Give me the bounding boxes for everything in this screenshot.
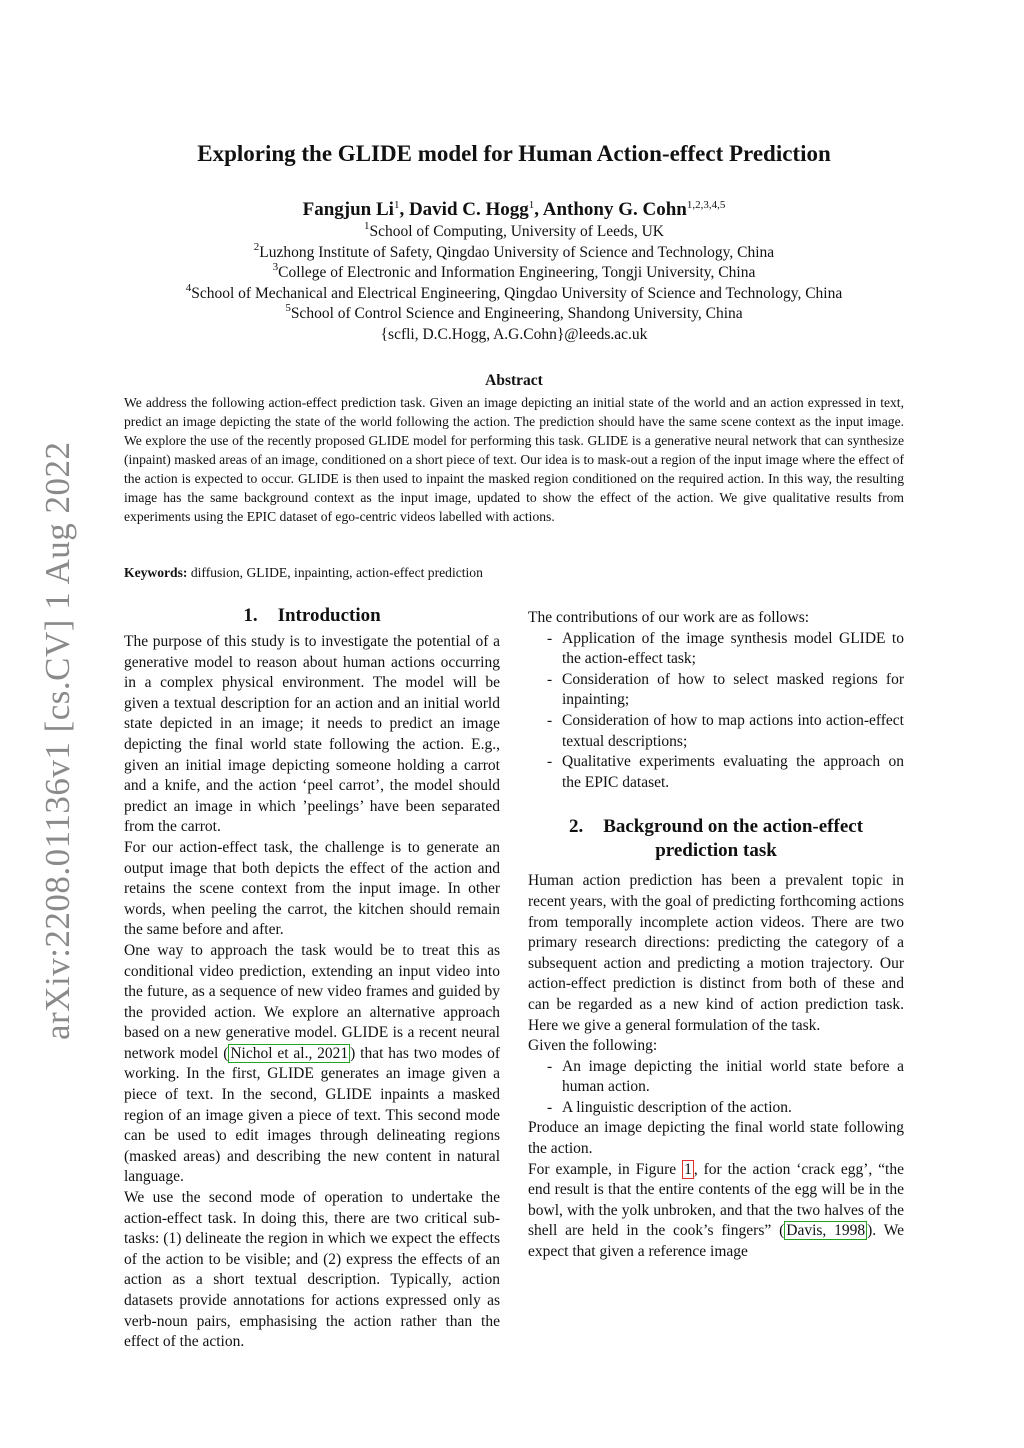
affiliation: $^1$School of Computing, University of Leeds, UK xyxy=(364,220,664,240)
right-column xyxy=(528,608,904,1263)
affiliation: $^2$Luzhong Institute of Safety, Qingdao University of Science and Technology, China xyxy=(253,240,775,261)
affiliation: $^4$School of Mechanical and Electrical Engineering, Qingdao University of Science and Technology, China xyxy=(185,281,843,302)
intro-paragraph: The contributions of our work are as follows: xyxy=(528,609,810,626)
given-list xyxy=(528,1057,904,1119)
section-heading-background: 2. Background on the action-effect prediction task xyxy=(568,816,864,862)
paper-title: Exploring the GLIDE model for Human Action-effect Prediction xyxy=(197,141,831,166)
keywords xyxy=(124,563,904,583)
list-item: - Consideration of how to select masked regions for inpainting; xyxy=(528,670,904,711)
abstract-text: We address the following action-effect prediction task. Given an image depicting an initial state of the world and an action expressed in text, predict an image depicting the state of the world following the action. The prediction should have the same scene context as the input image. We explore the use of the recently proposed GLIDE model for performing this task. GLIDE is a generative neural network that can synthesize (inpaint) masked areas of an image, conditioned on a short piece of text. Our idea is to mask-out a region of the input image where the effect of the action is expected to occur. GLIDE is then used to inpaint the masked region conditioned on the required action. In this way, the resulting image has the same background context as the input image, updated to show the effect of the action. We give qualitative results from experiments using the EPIC dataset of ego-centric videos labelled with actions. xyxy=(124,395,904,525)
citation-link[interactable]: Davis, 1998 xyxy=(786,1222,866,1240)
left-column xyxy=(124,604,500,1353)
background-paragraph: Produce an image depicting the final world state following the action. xyxy=(528,1119,904,1158)
author-affil-mark: 1 xyxy=(528,199,535,211)
affiliation: $^3$College of Electronic and Information Engineering, Tongji University, China xyxy=(272,261,756,282)
list-item: - An image depicting the initial world state before a human action. xyxy=(528,1057,904,1098)
list-item: - A linguistic description of the action. xyxy=(528,1098,904,1119)
author-name: Fangjun Li xyxy=(302,199,394,220)
affiliation: $^5$School of Control Science and Engineering, Shandong University, China xyxy=(285,302,743,323)
author-affil-mark: 1,2,3,4,5 xyxy=(686,199,726,211)
author-list: Fangjun Li$^1$, David C. Hogg$^1$, Anthony G. Cohn$^{1,2,3,4,5}$ xyxy=(302,199,726,220)
keywords-text: diffusion, GLIDE, inpainting, action-effect prediction xyxy=(187,565,483,580)
intro-paragraph: The purpose of this study is to investigate the potential of a generative model to reason about human actions occurring in a complex physical environment. The model will be given a textual description for an action and an initial world state depicted in an image; it needs to predict an image depicting the final world state following the action. E.g., given an initial image depicting someone holding a carrot and a knife, and the action ‘peel carrot’, the model should predict an image in which ’peelings’ have been separated from the carrot. xyxy=(124,633,500,836)
contributions-list xyxy=(528,629,904,794)
citation-link[interactable]: Nichol et al., 2021 xyxy=(230,1044,349,1062)
arxiv-watermark: arXiv:2208.01136v1 [cs.CV] 1 Aug 2022 xyxy=(38,441,77,1040)
author-email: {scfli, D.C.Hogg, A.G.Cohn}@leeds.ac.uk xyxy=(380,325,648,343)
intro-paragraph: We use the second mode of operation to undertake the action-effect task. In doing this, there are two critical sub-tasks: (1) delineate the region in which we expect the effects of the action to be visible; and (2) express the effects of an action as a short textual description. Typically, action datasets provide annotations for actions expressed only as verb-noun pairs, emphasising the action rather than the effect of the action. xyxy=(124,1189,500,1351)
author-affil-mark: 1 xyxy=(393,199,400,211)
keywords-label: Keywords: xyxy=(124,565,188,580)
figure-ref-link[interactable]: 1 xyxy=(684,1160,692,1178)
background-paragraph: Human action prediction has been a prevalent topic in recent years, with the goal of predicting forthcoming actions from temporally incomplete action videos. There are two primary research directions: predicting the category of a subsequent action and predicting a motion trajectory. Our action-effect prediction is distinct from both of these and can be regarded as a new kind of action prediction task. Here we give a general formulation of the task. xyxy=(528,872,904,1034)
intro-paragraph: For our action-effect task, the challenge is to generate an output image that both depicts the effect of the action and retains the scene context from the input image. In other words, when peeling the carrot, the kitchen should remain the same before and after. xyxy=(124,838,500,939)
background-paragraph: Given the following: xyxy=(528,1037,658,1055)
list-item: - Consideration of how to map actions into action-effect textual descriptions; xyxy=(528,711,904,752)
list-item: - Application of the image synthesis model GLIDE to the action-effect task; xyxy=(528,629,904,670)
abstract-heading: Abstract xyxy=(485,372,543,389)
author-name: David C. Hogg xyxy=(408,199,529,220)
list-item: - Qualitative experiments evaluating the approach on the EPIC dataset. xyxy=(528,752,904,793)
author-name: Anthony G. Cohn xyxy=(542,199,687,220)
section-heading-introduction: 1. Introduction xyxy=(243,605,381,626)
background-paragraph: For example, in Figure 1 , for the action ‘crack egg’, “the end result is that the entire contents of the egg will be in the bowl, with the yolk unbroken, and that the two halves of the shell are held in the cook’s fingers” ( Davis, 1998 ). We expect that given a reference image xyxy=(528,1160,904,1261)
intro-paragraph: One way to approach the task would be to treat this as conditional video prediction, extending an input video into the future, as a sequence of new video frames and guided by the provided action. We explore an alternative approach based on a new generative model. GLIDE is a recent neural network model ( Nichol et al., 2021 ) that has two modes of working. In the first, GLIDE generates an image given a piece of text. In the second, GLIDE inpaints a masked region of an image given a piece of text. This second mode can be used to edit images through delineating regions (masked areas) and describing the new content in natural language. xyxy=(124,941,500,1186)
affiliation-list xyxy=(124,222,904,346)
